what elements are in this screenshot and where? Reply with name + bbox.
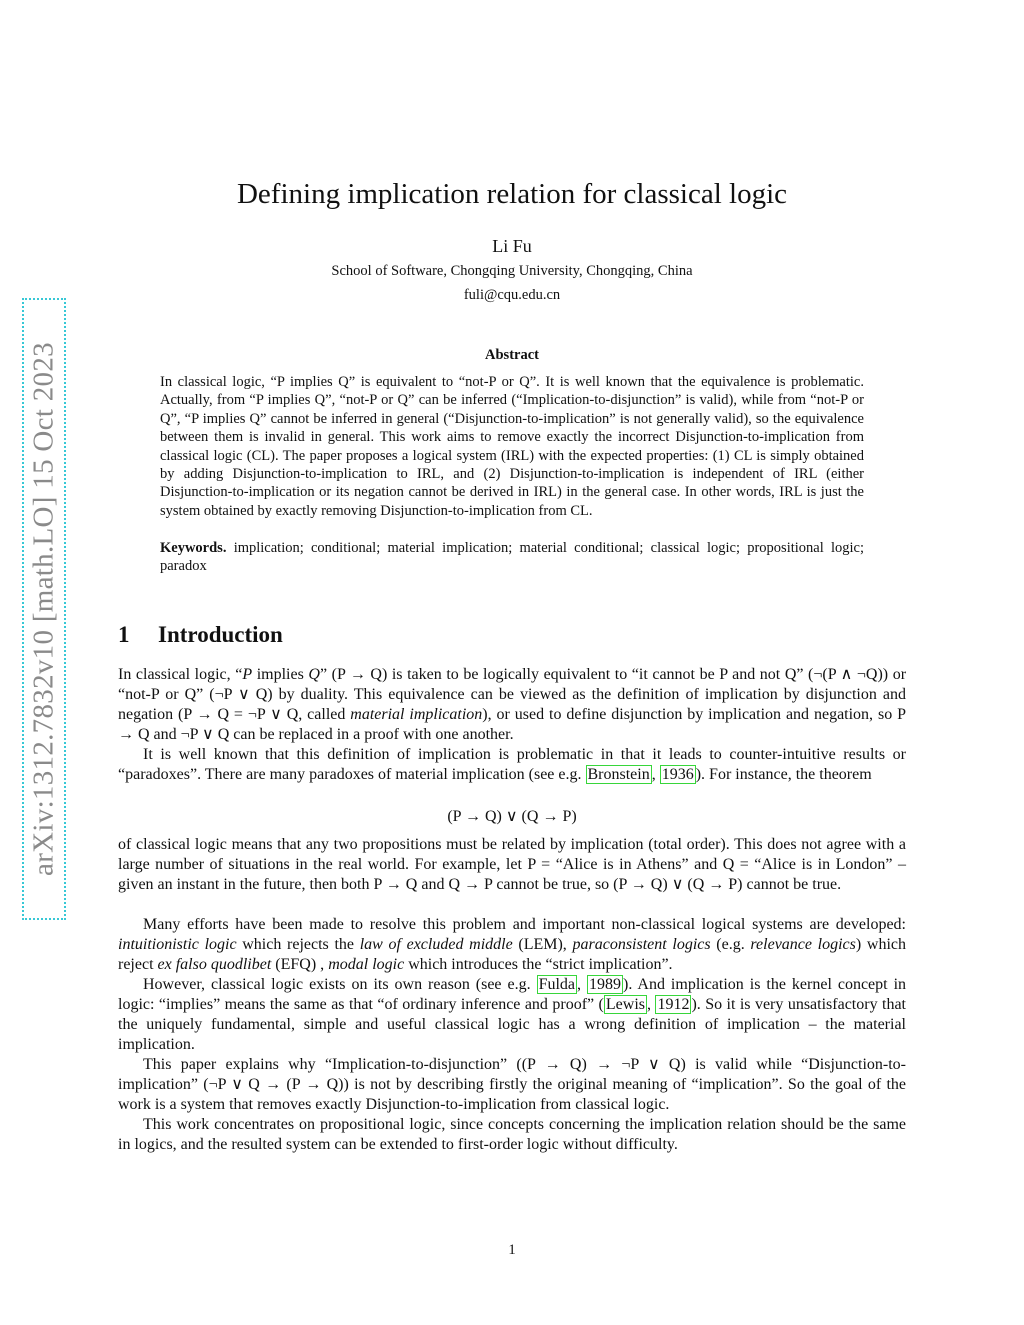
section-title: Introduction [158,622,283,647]
arxiv-id[interactable]: arXiv:1312.7832v10 [math.LO] 15 Oct 2023 [27,342,60,876]
paragraph-text: ). For instance, the theorem [695,766,872,783]
paragraph-text: , [577,976,587,993]
paragraph-text: (LEM), [512,936,573,953]
section-heading [118,622,283,648]
paper-title: Defining implication relation for classical logic [236,178,788,210]
paragraph-text: (EFQ) , [271,956,329,973]
paragraph-text: , [647,996,656,1013]
citation-link[interactable]: 1989 [589,976,621,993]
display-equation: (P → Q) ∨ (Q → P) [447,808,577,825]
paragraph-text: ). So it is very unsatisfactory that the uniquely fundamental, simple and useful classical logic has a wrong definition of implication – the material implication. [118,996,906,1053]
paragraph-text: implies [252,666,309,683]
author-affiliation: School of Software, Chongqing University, Chongqing, China [331,263,693,279]
abstract-text: In classical logic, “P implies Q” is equivalent to “not-P or Q”. It is well known that the equivalence is problematic. Actually, from “P implies Q”, “not-P or Q” can be inferred (“Implication-to-disjunction” is valid), while from “not-P or Q”, “P implies Q” cannot be inferred in general (“Disjunction-to-implication” is not generally valid), so the equivalence between them is invalid in general. This work aims to remove exactly the incorrect Disjunction-to-implication from classical logic (CL). The paper proposes a logical system (IRL) with the expected properties: (1) CL is simply obtained by adding Disjunction-to-implication to IRL, and (2) Disjunction-to-implication is independent of IRL (either Disjunction-to-implication or its negation cannot be derived in IRL) in the general case. In other words, IRL is just the system obtained by exactly removing Disjunction-to-implication from CL. [160,374,864,519]
keywords-text: implication; conditional; material implication; material conditional; classical logic; propositional logic; paradox [160,540,864,575]
page-number: 1 [508,1242,516,1258]
paragraph-text: , [651,766,660,783]
citation-link[interactable]: Fulda [538,976,576,993]
paragraph-3: of classical logic means that any two propositions must be related by implication (total order). This does not agree with a large number of situations in the real world. For example, let P = “Alice is in Athens” and Q = “Alice is in London” – given an instant in the future, then both P → Q and Q → P cannot be true, so (P → Q) ∨ (Q → P) cannot be true. [118,836,906,893]
paragraph-7: This work concentrates on propositional logic, since concepts concerning the implication relation should be the same in logics, and the resulted system can be extended to first-order logic without difficulty. [118,1116,906,1153]
author-email[interactable]: fuli@cqu.edu.cn [463,287,561,303]
paragraph-text: paraconsistent logics [572,936,711,953]
paragraph-6: This paper explains why “Implication-to-disjunction” ((P → Q) → ¬P ∨ Q) is valid while “Disjunction-to-implication” (¬P ∨ Q → (P → Q)) is not by describing firstly the original meaning of “implication”. So the goal of the work is a system that removes exactly Disjunction-to-implication from classical logic. [118,1056,906,1113]
keywords-label: Keywords. [160,540,227,556]
paragraph-text: ex falso quodlibet [157,956,272,973]
citation-link[interactable]: Lewis [605,996,645,1013]
citation-link[interactable]: Bronstein [587,766,650,783]
paragraph-4 [118,915,906,975]
paragraph-text: relevance logics [750,936,856,953]
paragraph-1 [118,665,906,745]
paragraph-5 [118,975,906,1055]
paragraph-text: modal logic [328,956,405,973]
abstract-heading: Abstract [485,347,539,363]
paragraph-text: Q [308,666,320,683]
paragraph-2 [118,745,906,785]
citation-link[interactable]: 1912 [657,996,690,1013]
paragraph-text: Many efforts have been made to resolve this problem and important non-classical logical systems are developed: [143,916,906,933]
arxiv-stamp[interactable] [22,298,66,920]
paragraph-text: which introduces the “strict implication”. [404,956,673,973]
section-number: 1 [118,622,130,647]
paragraph-text: ), or used to define disjunction by implication and negation, so P → Q and ¬P ∨ Q can be replaced in a proof with one another. [118,706,907,743]
author-name: Li Fu [492,236,532,256]
paragraph-text: material implication [350,706,483,723]
paragraph-text: law of excluded middle [359,936,513,953]
paragraph-text: ). And implication is the kernel concept in logic: “implies” means the same as that “of ordinary inference and proof” ( [118,976,907,1013]
paragraph-text: intuitionistic logic [118,936,237,953]
paragraph-text: P [242,666,253,683]
paragraph-text: However, classical logic exists on its own reason (see e.g. [143,976,537,993]
citation-link[interactable]: 1936 [661,766,694,783]
paragraph-text: (e.g. [710,936,751,953]
paragraph-text: In classical logic, “ [118,666,243,683]
paragraph-text: ” (P → Q) is taken to be logically equivalent to “it cannot be P and not Q” (¬(P ∧ ¬Q)) or “not-P or Q” (¬P ∨ Q) by duality. This equivalence can be viewed as the definition of implication by disjunction and negation (P → Q = ¬P ∨ Q, called [118,666,907,723]
paragraph-text: which rejects the [236,936,360,953]
keywords [160,539,864,576]
paragraph-text: ) which reject [118,936,906,973]
paragraph-text: It is well known that this definition of implication is problematic in that it leads to counter-intuitive results or “paradoxes”. There are many paradoxes of material implication (see e.g. [118,746,906,783]
